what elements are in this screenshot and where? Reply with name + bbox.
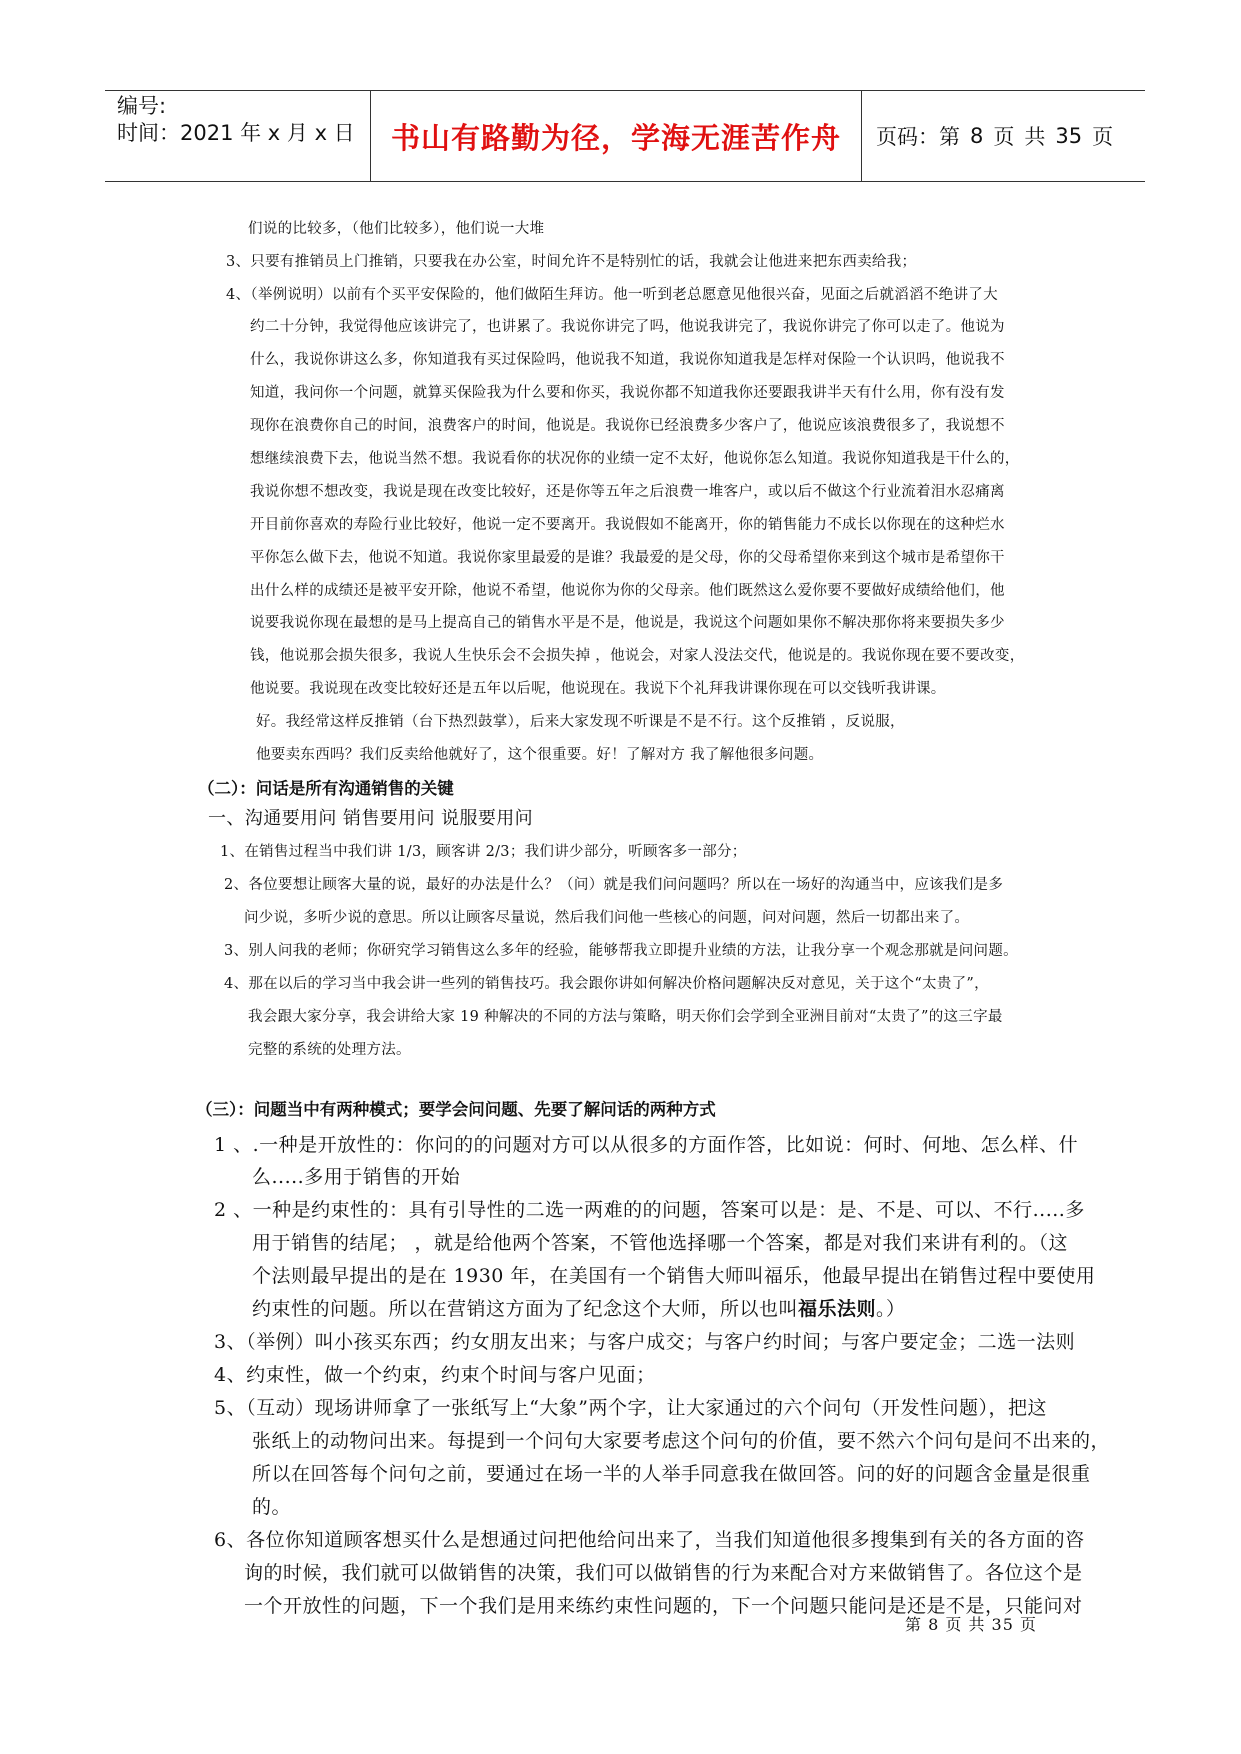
page-header bbox=[105, 90, 1145, 182]
s3-line: 张纸上的动物问出来。每提到一个问句大家要考虑这个问句的价值，要不然六个问句是问不出来的， bbox=[252, 1430, 1111, 1452]
s3-line: 3、（举例）叫小孩买东西；约女朋友出来；与客户成交；与客户约时间；与客户要定金；二选一法则 bbox=[214, 1331, 1076, 1353]
page-prefix: 页码：第 bbox=[876, 125, 960, 149]
s2-line: 我会跟大家分享，我会讲给大家 19 种解决的不同的方法与策略，明天你们会学到全亚洲目前对“太贵了”的这三字最 bbox=[248, 1009, 1003, 1025]
page-number: 8 bbox=[970, 124, 984, 148]
page-total-prefix: 共 bbox=[1024, 125, 1046, 149]
s1-line: 平你怎么做下去，他说不知道。我说你家里最爱的是谁？我最爱的是父母，你的父母希望你来到这个城市是希望你干 bbox=[250, 550, 1005, 566]
motto-text: 书山有路勤为径，学海无涯苦作舟 bbox=[390, 120, 841, 155]
s3-line: 的。 bbox=[252, 1496, 292, 1518]
s3-line-close: 。） bbox=[876, 1298, 906, 1320]
s3-line: 个法则最早提出的是在 1930 年，在美国有一个销售大师叫福乐，他最早提出在销售过程中要使用 bbox=[252, 1265, 1096, 1287]
time-label: 时间：2021 年 x 月 x 日 bbox=[117, 121, 355, 145]
section3-heading: （三）：问题当中有两种模式；要学会问问题、先要了解问话的两种方式 bbox=[196, 1100, 716, 1119]
s3-line: 询的时候，我们就可以做销售的决策，我们可以做销售的行为来配合对方来做销售了。各位这个是 bbox=[244, 1562, 1083, 1584]
s3-line: 1 、.一种是开放性的：你问的的问题对方可以从很多的方面作答，比如说：何时、何地、怎么样、什 bbox=[214, 1134, 1079, 1156]
s3-line: 一个开放性的问题，下一个我们是用来练约束性问题的，下一个问题只能问是还是不是，只能问对 bbox=[244, 1595, 1083, 1617]
page-total: 35 bbox=[1055, 124, 1083, 148]
s1-line: 什么，我说你讲这么多，你知道我有买过保险吗，他说我不知道，我说你知道我是怎样对保险一个认识吗，他说我不 bbox=[250, 352, 1005, 368]
s1-line: 3、只要有推销员上门推销，只要我在办公室，时间允许不是特别忙的话，我就会让他进来把东西卖给我； bbox=[226, 254, 917, 270]
s3-line-text: 约束性的问题。所以在营销这方面为了纪念这个大师，所以也叫 bbox=[252, 1298, 799, 1320]
s3-line: 2 、一种是约束性的：具有引导性的二选一两难的的问题，答案可以是：是、不是、可以、不行.....多 bbox=[214, 1199, 1085, 1221]
fule-rule-term: 福乐法则 bbox=[798, 1298, 877, 1320]
s1-line: 想继续浪费下去，他说当然不想。我说看你的状况你的业绩一定不太好，他说你怎么知道。我说你知道我是干什么的， bbox=[250, 451, 1020, 467]
s1-line: 他说要。我说现在改变比较好还是五年以后呢，他说现在。我说下个礼拜我讲课你现在可以交钱听我讲课。 bbox=[250, 681, 946, 697]
s1-line: 钱，他说那会损失很多，我说人生快乐会不会损失掉 ，他说会，对家人没法交代，他说是的。我说你现在要不要改变， bbox=[250, 648, 1025, 664]
s1-line: 开目前你喜欢的寿险行业比较好，他说一定不要离开。我说假如不能离开，你的销售能力不成长以你现在的这种烂水 bbox=[250, 517, 1005, 533]
s3-line: 5、（互动）现场讲师拿了一张纸写上“大象”两个字，让大家通过的六个问句（开发性问题），把这 bbox=[214, 1397, 1048, 1419]
page-suffix: 页 bbox=[1092, 125, 1114, 149]
s1-line: 他要卖东西吗？我们反卖给他就好了，这个很重要。好！了解对方 我了解他很多问题。 bbox=[256, 747, 824, 763]
s1-line: 知道，我问你一个问题，就算买保险我为什么要和你买，我说你都不知道我你还要跟我讲半天有什么用，你有没有发 bbox=[250, 385, 1005, 401]
header-meta bbox=[117, 91, 367, 183]
s1-line: 4、（举例说明）以前有个买平安保险的，他们做陌生拜访。他一听到老总愿意见他很兴奋，见面之后就滔滔不绝讲了大 bbox=[226, 287, 998, 303]
s1-line: 约二十分钟，我觉得他应该讲完了，也讲累了。我说你讲完了吗，他说我讲完了，我说你讲完了你可以走了。他说为 bbox=[250, 319, 1005, 335]
section2-subheading: 一、沟通要用问 销售要用问 说服要用问 bbox=[208, 808, 534, 829]
s3-line: 4、约束性，做一个约束，约束个时间与客户见面； bbox=[214, 1364, 656, 1386]
serial-label: 编号: bbox=[117, 94, 167, 118]
s1-line: 们说的比较多，（他们比较多），他们说一大堆 bbox=[248, 221, 545, 237]
s1-line: 好。我经常这样反推销（台下热烈鼓掌），后来大家发现不听课是不是不行。这个反推销 ，反说服， bbox=[256, 714, 905, 730]
s2-line: 2、各位要想让顾客大量的说，最好的办法是什么？（问）就是我们问问题吗？所以在一场好的沟通当中，应该我们是多 bbox=[224, 877, 1004, 893]
s2-line: 4、那在以后的学习当中我会讲一些列的销售技巧。我会跟你讲如何解决价格问题解决反对意见，关于这个“太贵了”， bbox=[224, 976, 989, 992]
s1-line: 说要我说你现在最想的是马上提高自己的销售水平是不是，他说是，我说这个问题如果你不解决那你将来要损失多少 bbox=[250, 615, 1005, 631]
s3-line: 所以在回答每个问句之前，要通过在场一半的人举手同意我在做回答。问的好的问题含金量是很重 bbox=[252, 1463, 1091, 1485]
s2-line: 问少说，多听少说的意思。所以让顾客尽量说，然后我们问他一些核心的问题，问对问题，然后一切都出来了。 bbox=[244, 910, 970, 926]
s3-line: 么.....多用于销售的开始 bbox=[252, 1166, 461, 1188]
s2-line: 完整的系统的处理方法。 bbox=[248, 1042, 411, 1058]
s3-line: 6、各位你知道顾客想买什么是想通过问把他给问出来了，当我们知道他很多搜集到有关的各方面的咨 bbox=[214, 1529, 1085, 1551]
s3-line bbox=[252, 1294, 906, 1321]
header-page-info bbox=[862, 91, 1159, 181]
page-mid: 页 bbox=[993, 125, 1015, 149]
s2-line: 1、在销售过程当中我们讲 1/3，顾客讲 2/3；我们讲少部分，听顾客多一部分； bbox=[220, 844, 747, 860]
s2-line: 3、别人问我的老师；你研究学习销售这么多年的经验，能够帮我立即提升业绩的方法，让我分享一个观念那就是问问题。 bbox=[224, 943, 1018, 959]
s3-line: 用于销售的结尾； ，就是给他两个答案，不管他选择哪一个答案，都是对我们来讲有利的。（这 bbox=[252, 1232, 1069, 1254]
section2-heading: （二）：问话是所有沟通销售的关键 bbox=[198, 779, 454, 798]
s1-line: 出什么样的成绩还是被平安开除，他说不希望，他说你为你的父母亲。他们既然这么爱你要不要做好成绩给他们，他 bbox=[250, 583, 1005, 599]
header-motto-cell bbox=[370, 91, 862, 181]
page-footer: 第 8 页 共 35 页 bbox=[905, 1615, 1037, 1634]
s1-line: 现你在浪费你自己的时间，浪费客户的时间，他说是。我说你已经浪费多少客户了，他说应该浪费很多了，我说想不 bbox=[250, 418, 1005, 434]
s1-line: 我说你想不想改变，我说是现在改变比较好，还是你等五年之后浪费一堆客户，或以后不做这个行业流着泪水忍痛离 bbox=[250, 484, 1005, 500]
